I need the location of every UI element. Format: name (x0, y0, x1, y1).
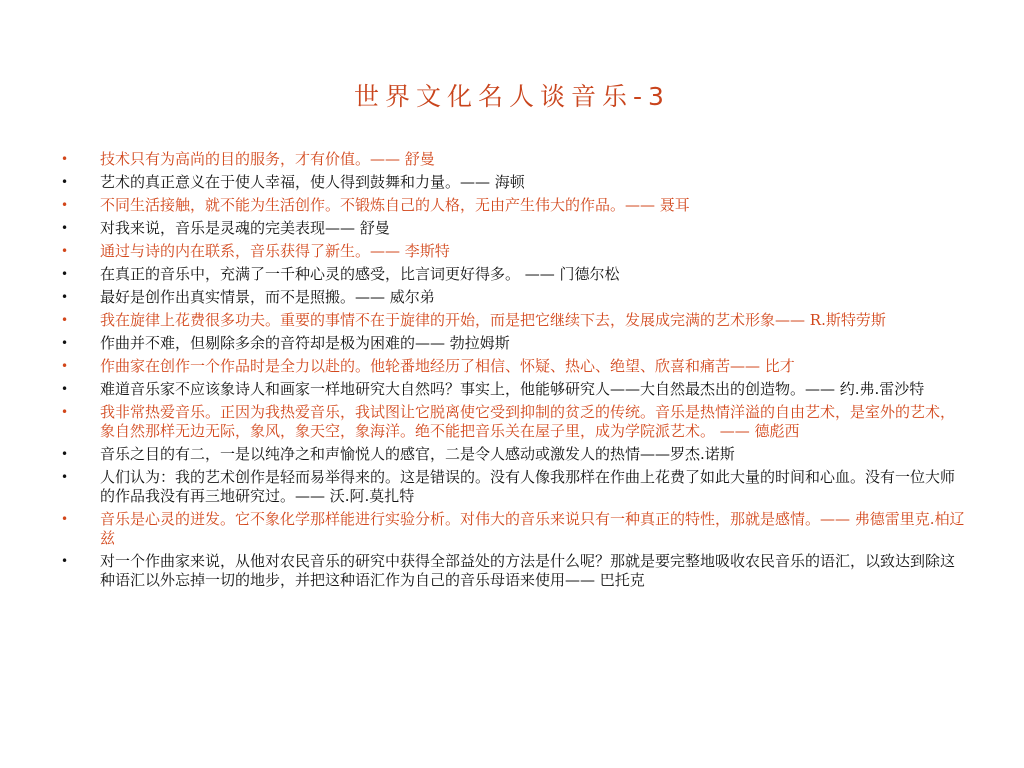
bullet-icon: • (61, 221, 69, 235)
quote-item (60, 288, 965, 307)
quote-text: 难道音乐家不应该象诗人和画家一样地研究大自然吗？事实上，他能够研究人——大自然最杰出的创造物。—— 约.弗.雷沙特 (100, 380, 925, 398)
quote-item (60, 265, 965, 284)
quote-text: 对我来说，音乐是灵魂的完美表现—— 舒曼 (100, 219, 390, 237)
bullet-icon: • (61, 512, 69, 526)
bullet-icon: • (61, 470, 69, 484)
quote-text: 人们认为：我的艺术创作是轻而易举得来的。这是错误的。没有人像我那样在作曲上花费了如此大量的时间和心血。没有一位大师的作品我没有再三地研究过。—— 沃.阿.莫扎特 (100, 468, 956, 505)
quote-item (60, 311, 965, 330)
quote-text: 在真正的音乐中，充满了一千种心灵的感受，比言词更好得多。 —— 门德尔松 (100, 265, 620, 283)
bullet-icon: • (61, 313, 69, 327)
quote-text: 作曲并不难，但剔除多余的音符却是极为困难的—— 勃拉姆斯 (100, 334, 510, 352)
quote-text: 通过与诗的内在联系，音乐获得了新生。—— 李斯特 (100, 242, 450, 260)
quote-text: 对一个作曲家来说，从他对农民音乐的研究中获得全部益处的方法是什么呢？那就是要完整地吸收农民音乐的语汇，以致达到除这种语汇以外忘掉一切的地步，并把这种语汇作为自己的音乐母语来使用—— 巴托克 (100, 552, 956, 589)
quote-text: 我非常热爱音乐。正因为我热爱音乐，我试图让它脱离使它受到抑制的贫乏的传统。音乐是热情洋溢的自由艺术，是室外的艺术，象自然那样无边无际，象风，象天空，象海洋。绝不能把音乐关在屋子里，成为学院派艺术。 —— 德彪西 (100, 403, 956, 440)
bullet-icon: • (61, 554, 69, 568)
quote-item (60, 173, 965, 192)
slide-title: 世界文化名人谈音乐-3 (354, 82, 670, 111)
bullet-icon: • (61, 267, 69, 281)
quote-item (60, 552, 965, 590)
bullet-icon: • (61, 336, 69, 350)
quote-text: 技术只有为高尚的目的服务，才有价值。—— 舒曼 (100, 150, 435, 168)
bullet-icon: • (61, 447, 69, 461)
bullet-icon: • (61, 198, 69, 212)
quote-text: 音乐是心灵的迸发。它不象化学那样能进行实验分析。对伟大的音乐来说只有一种真正的特性，那就是感情。—— 弗德雷里克.柏辽兹 (100, 510, 965, 547)
quote-item (60, 334, 965, 353)
quote-item (60, 468, 965, 506)
quote-text: 不同生活接触，就不能为生活创作。不锻炼自己的人格，无由产生伟大的作品。—— 聂耳 (100, 196, 690, 214)
quote-text: 作曲家在创作一个作品时是全力以赴的。他轮番地经历了相信、怀疑、热心、绝望、欣喜和痛苦—— 比才 (100, 357, 795, 375)
bullet-icon: • (61, 405, 69, 419)
bullet-icon: • (61, 359, 69, 373)
quote-item (60, 196, 965, 215)
quote-text: 音乐之目的有二，一是以纯净之和声愉悦人的感官，二是令人感动或激发人的热情——罗杰.诺斯 (100, 445, 735, 463)
quote-item (60, 380, 965, 399)
bullet-icon: • (61, 152, 69, 166)
quote-item (60, 219, 965, 238)
bullet-icon: • (61, 290, 69, 304)
quote-item (60, 403, 965, 441)
bullet-icon: • (61, 382, 69, 396)
quote-text: 艺术的真正意义在于使人幸福，使人得到鼓舞和力量。—— 海顿 (100, 173, 525, 191)
quote-list (60, 150, 965, 594)
quote-item (60, 445, 965, 464)
quote-item (60, 510, 965, 548)
bullet-icon: • (61, 244, 69, 258)
quote-item (60, 357, 965, 376)
quote-item (60, 150, 965, 169)
quote-item (60, 242, 965, 261)
quote-text: 我在旋律上花费很多功夫。重要的事情不在于旋律的开始，而是把它继续下去，发展成完满的艺术形象—— R.斯特劳斯 (100, 311, 886, 329)
bullet-icon: • (61, 175, 69, 189)
quote-text: 最好是创作出真实情景，而不是照搬。—— 威尔弟 (100, 288, 435, 306)
